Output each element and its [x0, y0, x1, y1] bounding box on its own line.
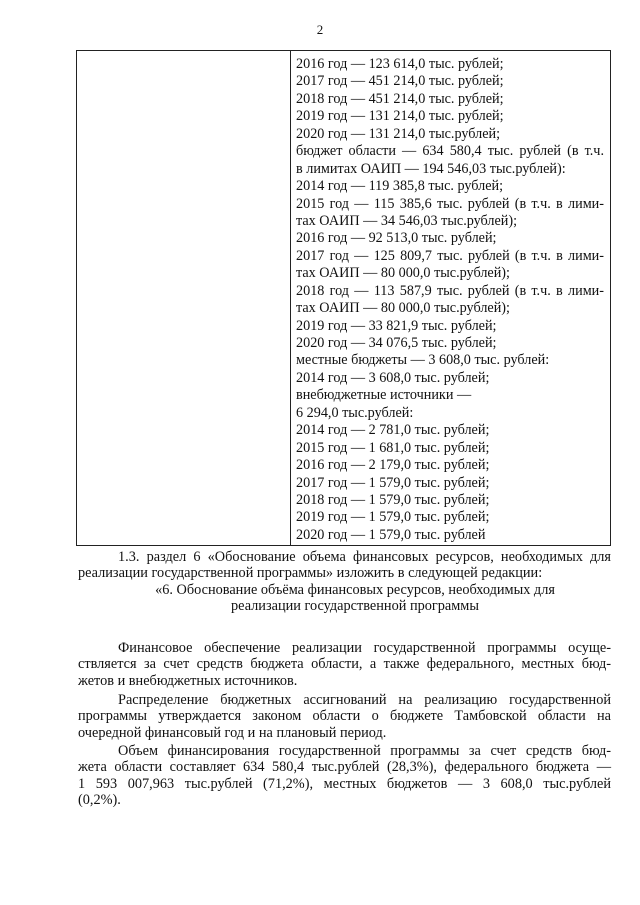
cell-line: 2014 год — 2 781,0 тыс. рублей;: [296, 422, 490, 439]
paragraph-line: жетов и внебюджетных источников.: [78, 672, 298, 689]
cell-line: местные бюджеты — 3 608,0 тыс. рублей:: [296, 352, 550, 369]
cell-line: 2016 год — 92 513,0 тыс. рублей;: [296, 230, 497, 247]
cell-line: 2019 год — 1 579,0 тыс. рублей;: [296, 509, 490, 526]
paragraph-line: 1 593 007,963 тыс.рублей (71,2%), местных бюджетов — 3 608,0 тыс.рублей: [78, 775, 611, 792]
paragraph-line: (0,2%).: [78, 791, 121, 808]
cell-line: тах ОАИП — 80 000,0 тыс.рублей);: [296, 300, 510, 317]
paragraph-volume: [78, 743, 611, 808]
cell-line: 2014 год — 119 385,8 тыс. рублей;: [296, 178, 504, 195]
cell-line: 2016 год — 2 179,0 тыс. рублей;: [296, 457, 490, 474]
cell-line: 2019 год — 33 821,9 тыс. рублей;: [296, 317, 497, 334]
cell-line: внебюджетные источники —: [296, 387, 472, 404]
cell-line: 2018 год — 113 587,9 тыс. рублей (в т.ч. в лими-: [296, 282, 604, 299]
cell-line: 2017 год — 451 214,0 тыс. рублей;: [296, 73, 504, 90]
page-number: 2: [316, 22, 324, 37]
cell-line: 2017 год — 125 809,7 тыс. рублей (в т.ч. в лими-: [296, 247, 604, 264]
amendment-paragraph: [78, 549, 611, 581]
cell-line: 6 294,0 тыс.рублей:: [296, 404, 414, 421]
cell-line: 2018 год — 1 579,0 тыс. рублей;: [296, 491, 490, 508]
paragraph-line: Финансовое обеспечение реализации государственной программы осуще-: [118, 640, 611, 656]
cell-line: 2014 год — 3 608,0 тыс. рублей;: [296, 369, 490, 386]
cell-line: 2015 год — 115 385,6 тыс. рублей (в т.ч. в лими-: [296, 195, 604, 212]
table-right-cell: [296, 56, 604, 544]
table-column-divider: [290, 51, 291, 545]
amendment-line: реализации государственной программы» изложить в следующей редакции:: [78, 565, 543, 581]
paragraph-line: ствляется за счет средств бюджета области, а также федерального, местных бюд-: [78, 656, 611, 673]
amendment-line: 1.3. раздел 6 «Обоснование объема финансовых ресурсов, необходимых для: [118, 549, 611, 565]
cell-line: 2016 год — 123 614,0 тыс. рублей;: [296, 56, 504, 72]
cell-line: 2020 год — 131 214,0 тыс.рублей;: [296, 125, 501, 142]
cell-line: 2020 год — 34 076,5 тыс. рублей;: [296, 335, 497, 351]
paragraph-line: Распределение бюджетных ассигнований на реализацию государственной: [118, 692, 611, 708]
paragraph-financing: [78, 640, 611, 689]
cell-line: 2018 год — 451 214,0 тыс. рублей;: [296, 90, 504, 107]
paragraph-line: программы утверждается законом области о бюджете Тамбовской области на: [78, 708, 611, 725]
budget-table: [76, 50, 611, 546]
cell-line: в лимитах ОАИП — 194 546,03 тыс.рублей):: [296, 160, 566, 177]
paragraph-allocation: [78, 692, 611, 741]
paragraph-line: жета области составляет 634 580,4 тыс.рублей (28,3%), федерального бюджета —: [78, 759, 611, 776]
paragraph-line: очередной финансовый год и на плановый период.: [78, 724, 387, 741]
cell-line: тах ОАИП — 80 000,0 тыс.рублей);: [296, 265, 510, 282]
cell-line: 2020 год — 1 579,0 тыс. рублей: [296, 526, 486, 543]
cell-line: тах ОАИП — 34 546,03 тыс.рублей);: [296, 212, 518, 229]
section-title-line: реализации государственной программы: [231, 598, 479, 614]
cell-line: бюджет области — 634 580,4 тыс. рублей (в т.ч.: [296, 143, 604, 160]
section-title-line: «6. Обоснование объёма финансовых ресурсов, необходимых для: [155, 582, 555, 598]
paragraph-line: Объем финансирования государственной программы за счет средств бюд-: [118, 743, 611, 759]
cell-line: 2017 год — 1 579,0 тыс. рублей;: [296, 474, 490, 491]
cell-line: 2015 год — 1 681,0 тыс. рублей;: [296, 439, 490, 456]
cell-line: 2019 год — 131 214,0 тыс. рублей;: [296, 108, 504, 125]
section-title: [120, 582, 590, 614]
